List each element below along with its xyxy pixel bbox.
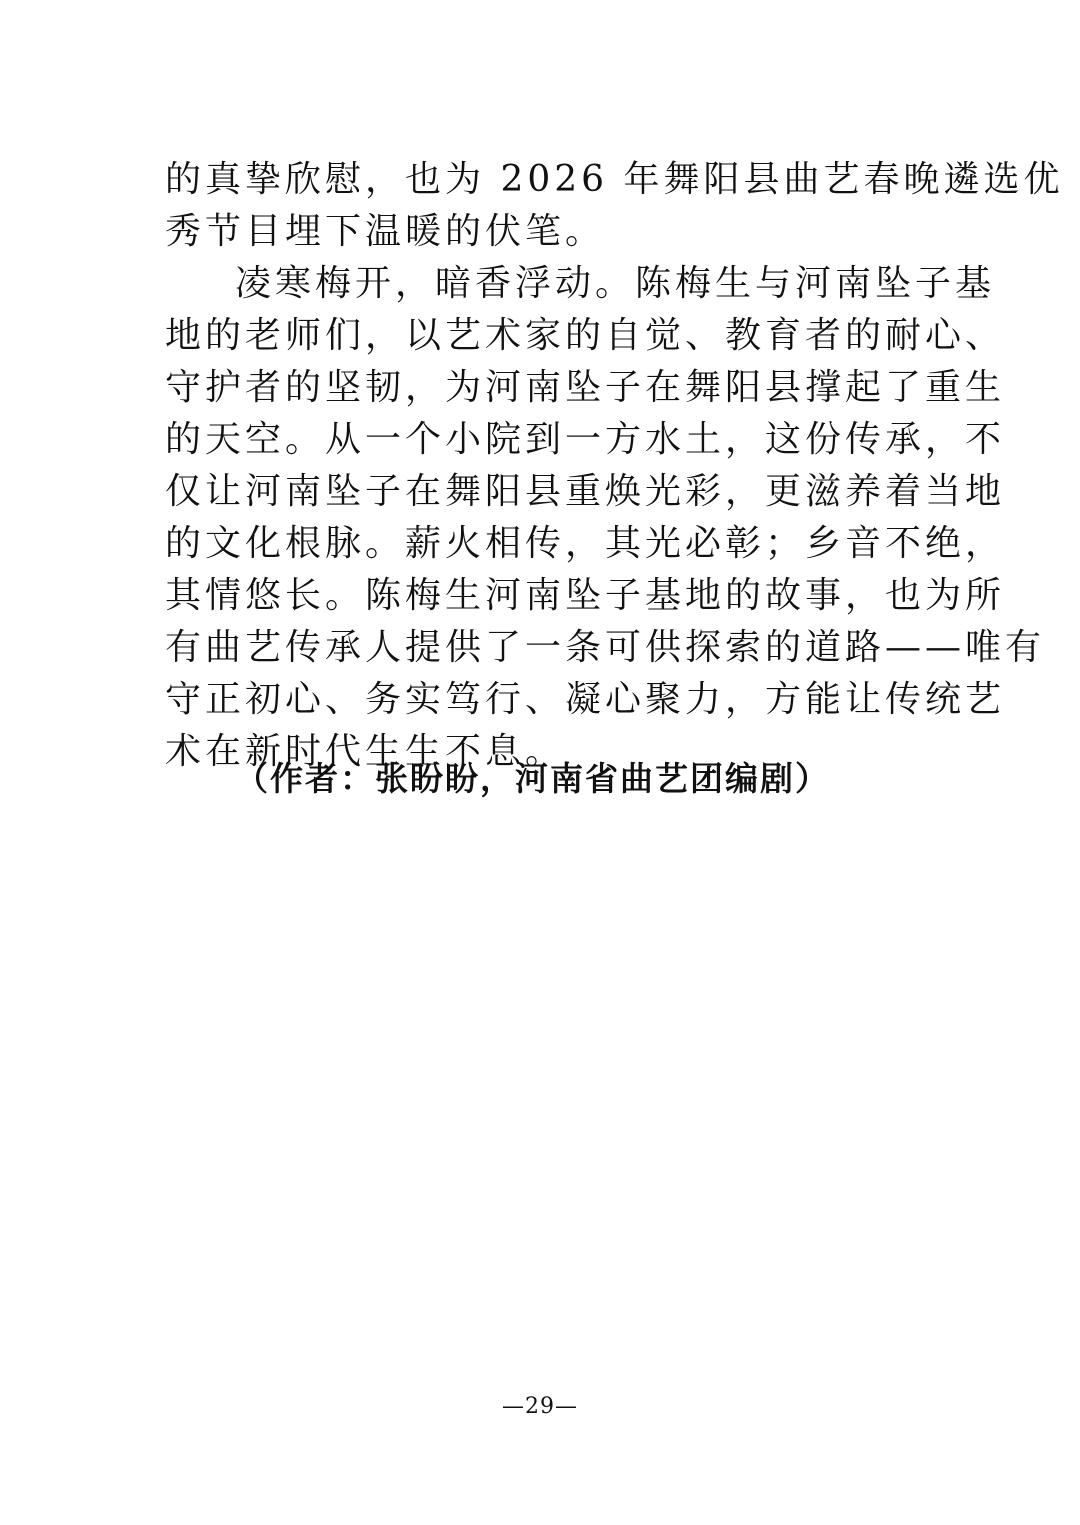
paragraph-line: 秀节目埋下温暖的伏笔。 xyxy=(165,211,606,252)
paragraph-line: 的文化根脉。薪火相传，其光必彰；乡音不绝， xyxy=(165,523,1006,564)
paragraph-line: 凌寒梅开，暗香浮动。陈梅生与河南坠子基 xyxy=(235,263,996,304)
paragraph-line: 仅让河南坠子在舞阳县重焕光彩，更滋养着当地 xyxy=(165,471,1006,512)
paragraph-line: 守正初心、务实笃行、凝心聚力，方能让传统艺 xyxy=(165,679,1006,720)
paragraph-line: 的天空。从一个小院到一方水土，这份传承，不 xyxy=(165,419,1006,460)
paragraph-line: 地的老师们，以艺术家的自觉、教育者的耐心、 xyxy=(165,315,1006,356)
paragraph-line: 的真挚欣慰，也为 2026 年舞阳县曲艺春晚遴选优 xyxy=(165,159,1064,200)
page-number: —29— xyxy=(502,1394,578,1419)
paragraph-line: 术在新时代生生不息。 xyxy=(165,731,566,772)
paragraph-line: 其情悠长。陈梅生河南坠子基地的故事，也为所 xyxy=(165,575,1006,616)
paragraph-line: 有曲艺传承人提供了一条可供探索的道路——唯有 xyxy=(165,627,1046,668)
author-byline: （作者：张盼盼，河南省曲艺团编剧） xyxy=(235,759,830,798)
article-body xyxy=(165,154,1064,778)
paragraph-line: 守护者的坚韧，为河南坠子在舞阳县撑起了重生 xyxy=(165,367,1006,408)
